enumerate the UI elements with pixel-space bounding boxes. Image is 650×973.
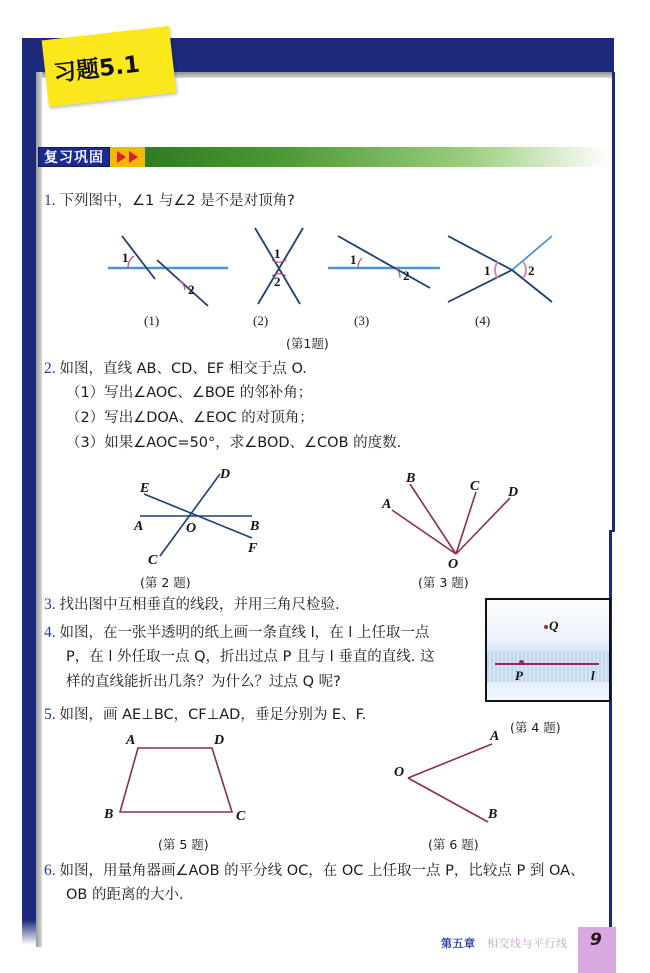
question-2 (44, 356, 584, 382)
question-6 (44, 858, 604, 884)
photo-label-P: P (515, 668, 523, 683)
question-6-line-2: OB 的距离的大小. (66, 887, 184, 903)
q2-label-O: O (186, 521, 197, 536)
question-5-caption: (第 5 题) (158, 837, 209, 852)
question-4-number: 4. (44, 624, 56, 641)
question-1-caption: (第1题) (286, 336, 329, 351)
question-4-photo (485, 598, 611, 702)
photo-point-q (544, 625, 548, 629)
question-4-line-3: 样的直线能折出几条？为什么？过点 Q 呢? (66, 674, 341, 690)
question-2-figure (120, 466, 270, 566)
question-2-text: 如图，直线 AB、CD、EF 相交于点 O. (59, 361, 307, 377)
q2-label-C: C (148, 553, 158, 566)
q6-label-A: A (490, 729, 500, 744)
question-3-text: 找出图中互相垂直的线段，并用三角尺检验. (59, 597, 340, 613)
figure-1-2 (255, 228, 303, 304)
question-3 (44, 592, 504, 618)
question-6-figure (390, 726, 540, 836)
q5-label-A: A (126, 733, 136, 748)
svg-text:1: 1 (484, 263, 491, 278)
question-5-number: 5. (44, 706, 56, 723)
question-2-number: 2. (44, 360, 56, 377)
q2-label-A: A (134, 519, 144, 534)
q3-label-C: C (470, 479, 480, 494)
svg-text:1: 1 (122, 250, 129, 265)
q6-label-B: B (488, 807, 498, 822)
figure-1-2-label: (2) (253, 313, 269, 328)
section-label: 复习巩固 (38, 147, 110, 167)
question-3-caption: (第 3 题) (418, 575, 469, 590)
q6-label-O: O (394, 765, 405, 780)
question-6-number: 6. (44, 862, 56, 879)
q5-label-D: D (214, 733, 225, 748)
question-6-caption: (第 6 题) (428, 837, 479, 852)
svg-text:2: 2 (403, 268, 410, 283)
svg-text:2: 2 (274, 274, 281, 289)
footer-chapter: 第五章 (441, 937, 476, 950)
q2-label-E: E (140, 481, 150, 496)
page-frame-right-lower (609, 530, 612, 930)
footer-title: 相交线与平行线 (487, 937, 568, 950)
page-number-badge (578, 927, 616, 973)
question-5 (44, 702, 504, 728)
question-4-caption: (第 4 题) (510, 720, 561, 735)
section-gradient-bar (145, 147, 610, 167)
exercise-title: 习题5.1 (52, 51, 142, 88)
question-4 (44, 620, 484, 646)
sticky-note (42, 26, 177, 107)
question-2-caption: (第 2 题) (140, 575, 191, 590)
question-2-part-1: （1）写出∠AOC、∠BOE 的邻补角； (66, 385, 313, 401)
question-3-number: 3. (44, 596, 56, 613)
svg-text:2: 2 (528, 263, 535, 278)
triangle-right-icon (117, 151, 126, 163)
svg-text:1: 1 (350, 252, 357, 267)
triangle-right-icon (129, 151, 138, 163)
page-frame-left-shadow (36, 72, 42, 947)
page-frame-left (22, 38, 36, 943)
question-3-figure (378, 470, 528, 570)
q2-label-F: F (248, 541, 258, 556)
q3-label-B: B (406, 471, 416, 486)
q3-label-A: A (382, 497, 392, 512)
question-5-figure (100, 730, 270, 830)
q2-label-B: B (250, 519, 260, 534)
photo-line-l (495, 663, 599, 665)
section-banner (38, 147, 610, 167)
page-number: 9 (590, 930, 602, 950)
question-5-text: 如图，画 AE⊥BC，CF⊥AD，垂足分别为 E、F. (59, 707, 367, 723)
photo-label-l: l (591, 668, 595, 683)
page-frame-right-upper (612, 72, 615, 532)
figure-1-4 (448, 236, 552, 302)
q3-label-D: D (508, 485, 519, 500)
figure-1-3-label: (3) (354, 313, 370, 328)
question-4-line-1: 如图，在一张半透明的纸上画一条直线 l，在 l 上任取一点 (59, 625, 430, 641)
question-6-line-1: 如图，用量角器画∠AOB 的平分线 OC，在 OC 上任取一点 P，比较点 P 到 OA、 (59, 863, 585, 879)
question-1-text: 下列图中，∠1 与∠2 是不是对顶角? (59, 193, 295, 209)
question-4-line-2: P，在 l 外任取一点 Q，折出过点 P 且与 l 垂直的直线. 这 (66, 649, 435, 665)
q5-label-C: C (236, 809, 246, 824)
question-1-figures (100, 222, 560, 312)
section-arrows (110, 147, 145, 167)
question-1-number: 1. (44, 192, 56, 209)
figure-1-1-label: (1) (144, 313, 160, 328)
figure-1-4-label: (4) (475, 313, 491, 328)
photo-point-p (519, 660, 524, 665)
question-1 (44, 188, 564, 214)
question-2-part-2: （2）写出∠DOA、∠EOC 的对顶角； (66, 410, 314, 426)
figure-1-1 (108, 236, 228, 306)
page-frame-bottom-fade (22, 920, 36, 945)
q3-label-O: O (448, 557, 459, 570)
svg-text:1: 1 (274, 246, 281, 261)
question-2-part-3: （3）如果∠AOC=50°，求∠BOD、∠COB 的度数. (66, 435, 402, 451)
photo-label-Q: Q (549, 618, 559, 633)
q2-label-D: D (220, 467, 231, 482)
q5-label-B: B (104, 807, 114, 822)
figure-1-3 (328, 236, 440, 288)
svg-text:2: 2 (188, 282, 195, 297)
